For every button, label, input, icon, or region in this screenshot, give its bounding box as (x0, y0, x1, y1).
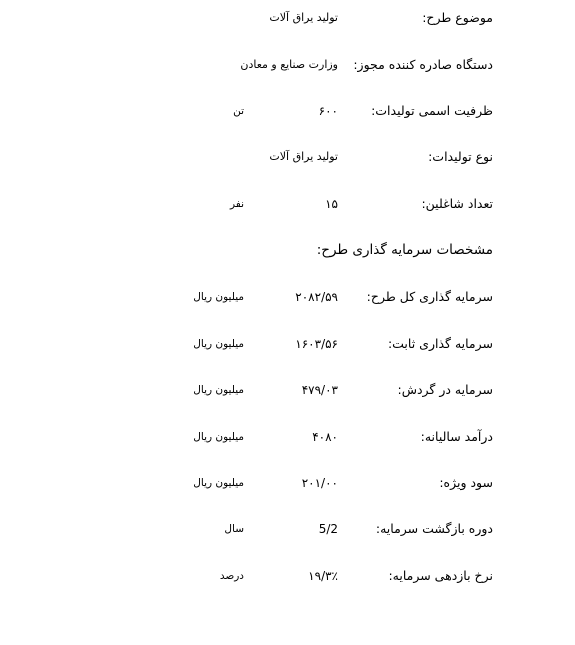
fixed-investment-row (0, 332, 575, 356)
net-profit-unit: میلیون ریال (193, 477, 244, 489)
license-issuer-label: دستگاه صادره کننده مجوز: (353, 57, 493, 72)
product-type-row (0, 145, 575, 169)
payback-period-unit: سال (224, 523, 244, 535)
total-investment-label: سرمایه گذاری کل طرح: (366, 289, 493, 304)
net-profit-row (0, 471, 575, 495)
fixed-investment-label: سرمایه گذاری ثابت: (387, 336, 493, 351)
total-investment-value: ۲۰۸۲/۵۹ (295, 290, 338, 304)
plan-subject-row (0, 6, 575, 30)
nominal-capacity-value: ۶۰۰ (318, 104, 338, 118)
license-issuer-value: وزارت صنایع و معادن (240, 58, 338, 71)
fixed-investment-value: ۱۶۰۳/۵۶ (295, 337, 338, 351)
working-capital-value: ۴۷۹/۰۳ (301, 383, 338, 397)
net-profit-value: ۲۰۱/۰۰ (301, 476, 338, 490)
annual-revenue-value: ۴۰۸۰ (312, 430, 338, 444)
employees-label: تعداد شاغلین: (421, 196, 493, 211)
working-capital-label: سرمایه در گردش: (397, 382, 493, 397)
working-capital-row (0, 378, 575, 402)
annual-revenue-unit: میلیون ریال (193, 431, 244, 443)
return-rate-value: ۱۹/۳٪ (308, 569, 338, 583)
product-type-label: نوع تولیدات: (428, 149, 493, 164)
investment-heading: مشخصات سرمایه گذاری طرح: (316, 242, 493, 258)
total-investment-unit: میلیون ریال (193, 291, 244, 303)
product-type-value: تولید یراق آلات (269, 150, 338, 163)
nominal-capacity-row (0, 99, 575, 123)
nominal-capacity-unit: تن (233, 105, 244, 117)
payback-period-label: دوره بازگشت سرمایه: (375, 521, 493, 536)
return-rate-unit: درصد (219, 570, 244, 582)
fixed-investment-unit: میلیون ریال (193, 338, 244, 350)
license-issuer-row (0, 53, 575, 77)
nominal-capacity-label: ظرفیت اسمی تولیدات: (371, 103, 493, 118)
annual-revenue-row (0, 425, 575, 449)
payback-period-value: 5/2 (318, 522, 338, 536)
net-profit-label: سود ویژه: (439, 475, 493, 490)
payback-period-row (0, 517, 575, 541)
return-rate-label: نرخ بازدهی سرمایه: (388, 568, 493, 583)
employees-unit: نفر (229, 198, 244, 210)
total-investment-row (0, 285, 575, 309)
plan-subject-value: تولید یراق آلات (269, 11, 338, 24)
employees-row (0, 192, 575, 216)
annual-revenue-label: درآمد سالیانه: (420, 429, 493, 444)
employees-value: ۱۵ (325, 197, 338, 211)
return-rate-row (0, 564, 575, 588)
working-capital-unit: میلیون ریال (193, 384, 244, 396)
plan-subject-label: موضوع طرح: (422, 10, 493, 25)
